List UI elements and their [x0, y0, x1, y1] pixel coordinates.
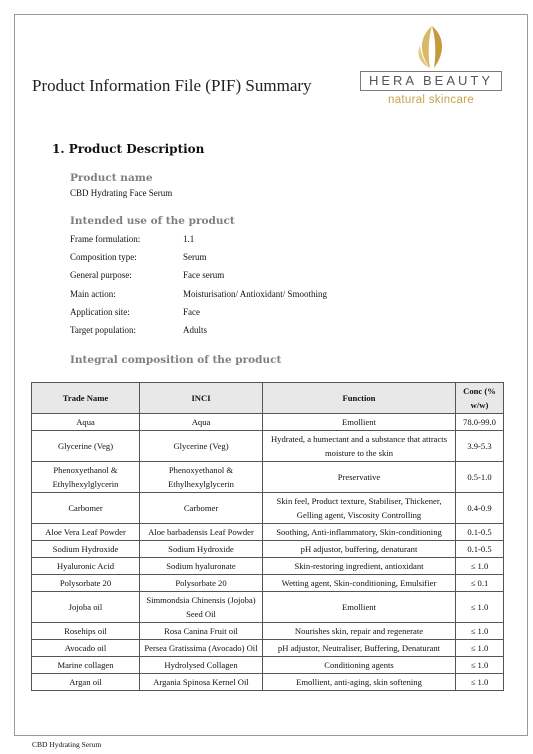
- inci-cell: Rosa Canina Fruit oil: [140, 623, 263, 640]
- inci-cell: Hydrolysed Collagen: [140, 657, 263, 674]
- function-cell: Skin-restoring ingredient, antioxidant: [263, 558, 456, 575]
- table-row: [32, 524, 504, 541]
- trade-name-cell: Jojoba oil: [32, 592, 140, 623]
- function-cell: Emollient: [263, 592, 456, 623]
- trade-name-cell: Glycerine (Veg): [32, 431, 140, 462]
- inci-cell: Argania Spinosa Kernel Oil: [140, 674, 263, 691]
- inci-cell: Carbomer: [140, 493, 263, 524]
- table-row: [32, 592, 504, 623]
- trade-name-cell: Polysorbate 20: [32, 575, 140, 592]
- product-name-heading: Product name: [70, 172, 153, 184]
- inci-cell: Phenoxyethanol & Ethylhexylglycerin: [140, 462, 263, 493]
- table-row: [32, 493, 504, 524]
- section-title: 1. Product Description: [52, 142, 205, 156]
- function-cell: Conditioning agents: [263, 657, 456, 674]
- table-header-row: [32, 383, 504, 414]
- trade-name-cell: Aloe Vera Leaf Powder: [32, 524, 140, 541]
- conc-cell: 0.4-0.9: [456, 493, 504, 524]
- logo-tagline: natural skincare: [388, 94, 474, 106]
- header-function: Function: [263, 383, 456, 414]
- trade-name-cell: Carbomer: [32, 493, 140, 524]
- trade-name-cell: Rosehips oil: [32, 623, 140, 640]
- trade-name-cell: Hyaluronic Acid: [32, 558, 140, 575]
- composition-heading: Integral composition of the product: [70, 354, 282, 366]
- conc-cell: ≤ 1.0: [456, 623, 504, 640]
- intended-use-heading: Intended use of the product: [70, 215, 235, 227]
- conc-cell: ≤ 0.1: [456, 575, 504, 592]
- inci-cell: Polysorbate 20: [140, 575, 263, 592]
- inci-cell: Aqua: [140, 414, 263, 431]
- function-cell: Preservative: [263, 462, 456, 493]
- conc-cell: 0.1-0.5: [456, 524, 504, 541]
- table-row: [32, 640, 504, 657]
- inci-cell: Glycerine (Veg): [140, 431, 263, 462]
- trade-name-cell: Phenoxyethanol & Ethylhexylglycerin: [32, 462, 140, 493]
- function-cell: Emollient, anti-aging, skin softening: [263, 674, 456, 691]
- table-row: [32, 462, 504, 493]
- intended-use-label: Target population:: [70, 325, 136, 335]
- function-cell: Emollient: [263, 414, 456, 431]
- conc-cell: ≤ 1.0: [456, 640, 504, 657]
- table-row: [32, 414, 504, 431]
- inci-cell: Persea Gratissima (Avocado) Oil: [140, 640, 263, 657]
- function-cell: Soothing, Anti-inflammatory, Skin-conditioning: [263, 524, 456, 541]
- intended-use-label: Frame formulation:: [70, 234, 141, 244]
- conc-cell: 0.5-1.0: [456, 462, 504, 493]
- conc-cell: 3.9-5.3: [456, 431, 504, 462]
- table-row: [32, 431, 504, 462]
- intended-use-label: Main action:: [70, 289, 116, 299]
- trade-name-cell: Marine collagen: [32, 657, 140, 674]
- function-cell: Hydrated, a humectant and a substance that attracts moisture to the skin: [263, 431, 456, 462]
- intended-use-label: Composition type:: [70, 252, 137, 262]
- conc-cell: 78.0-99.0: [456, 414, 504, 431]
- intended-use-value: Face: [183, 307, 200, 317]
- function-cell: pH adjustor, buffering, denaturant: [263, 541, 456, 558]
- table-row: [32, 674, 504, 691]
- intended-use-value: Adults: [183, 325, 208, 335]
- intended-use-value: Face serum: [183, 270, 225, 280]
- intended-use-label: Application site:: [70, 307, 130, 317]
- intended-use-value: Moisturisation/ Antioxidant/ Smoothing: [183, 289, 328, 299]
- conc-cell: ≤ 1.0: [456, 592, 504, 623]
- header-trade-name: Trade Name: [32, 383, 140, 414]
- inci-cell: Sodium hyaluronate: [140, 558, 263, 575]
- conc-cell: ≤ 1.0: [456, 657, 504, 674]
- inci-cell: Aloe barbadensis Leaf Powder: [140, 524, 263, 541]
- conc-cell: ≤ 1.0: [456, 674, 504, 691]
- document-title: Product Information File (PIF) Summary: [32, 76, 312, 95]
- inci-cell: Sodium Hydroxide: [140, 541, 263, 558]
- trade-name-cell: Argan oil: [32, 674, 140, 691]
- table-row: [32, 558, 504, 575]
- intended-use-value: 1.1: [183, 234, 195, 244]
- function-cell: Wetting agent, Skin-conditioning, Emulsifier: [263, 575, 456, 592]
- leaf-logo-icon: [414, 24, 450, 70]
- function-cell: Nourishes skin, repair and regenerate: [263, 623, 456, 640]
- table-row: [32, 541, 504, 558]
- composition-table: [31, 382, 504, 691]
- inci-cell: Simmondsia Chinensis (Jojoba) Seed Oil: [140, 592, 263, 623]
- table-row: [32, 623, 504, 640]
- trade-name-cell: Avocado oil: [32, 640, 140, 657]
- header-concentration: Conc (% w/w): [456, 383, 504, 414]
- conc-cell: ≤ 1.0: [456, 558, 504, 575]
- conc-cell: 0.1-0.5: [456, 541, 504, 558]
- table-row: [32, 657, 504, 674]
- brand-logo: [360, 24, 505, 109]
- page-footer: CBD Hydrating Serum: [32, 740, 102, 749]
- table-row: [32, 575, 504, 592]
- function-cell: Skin feel, Product texture, Stabiliser, Thickener, Gelling agent, Viscosity Controlling: [263, 493, 456, 524]
- product-name: CBD Hydrating Face Serum: [70, 188, 173, 198]
- logo-name: HERA BEAUTY: [368, 73, 494, 88]
- intended-use-label: General purpose:: [70, 270, 132, 280]
- trade-name-cell: Aqua: [32, 414, 140, 431]
- function-cell: pH adjustor, Neutraliser, Buffering, Denaturant: [263, 640, 456, 657]
- header-inci: INCI: [140, 383, 263, 414]
- trade-name-cell: Sodium Hydroxide: [32, 541, 140, 558]
- intended-use-value: Serum: [183, 252, 207, 262]
